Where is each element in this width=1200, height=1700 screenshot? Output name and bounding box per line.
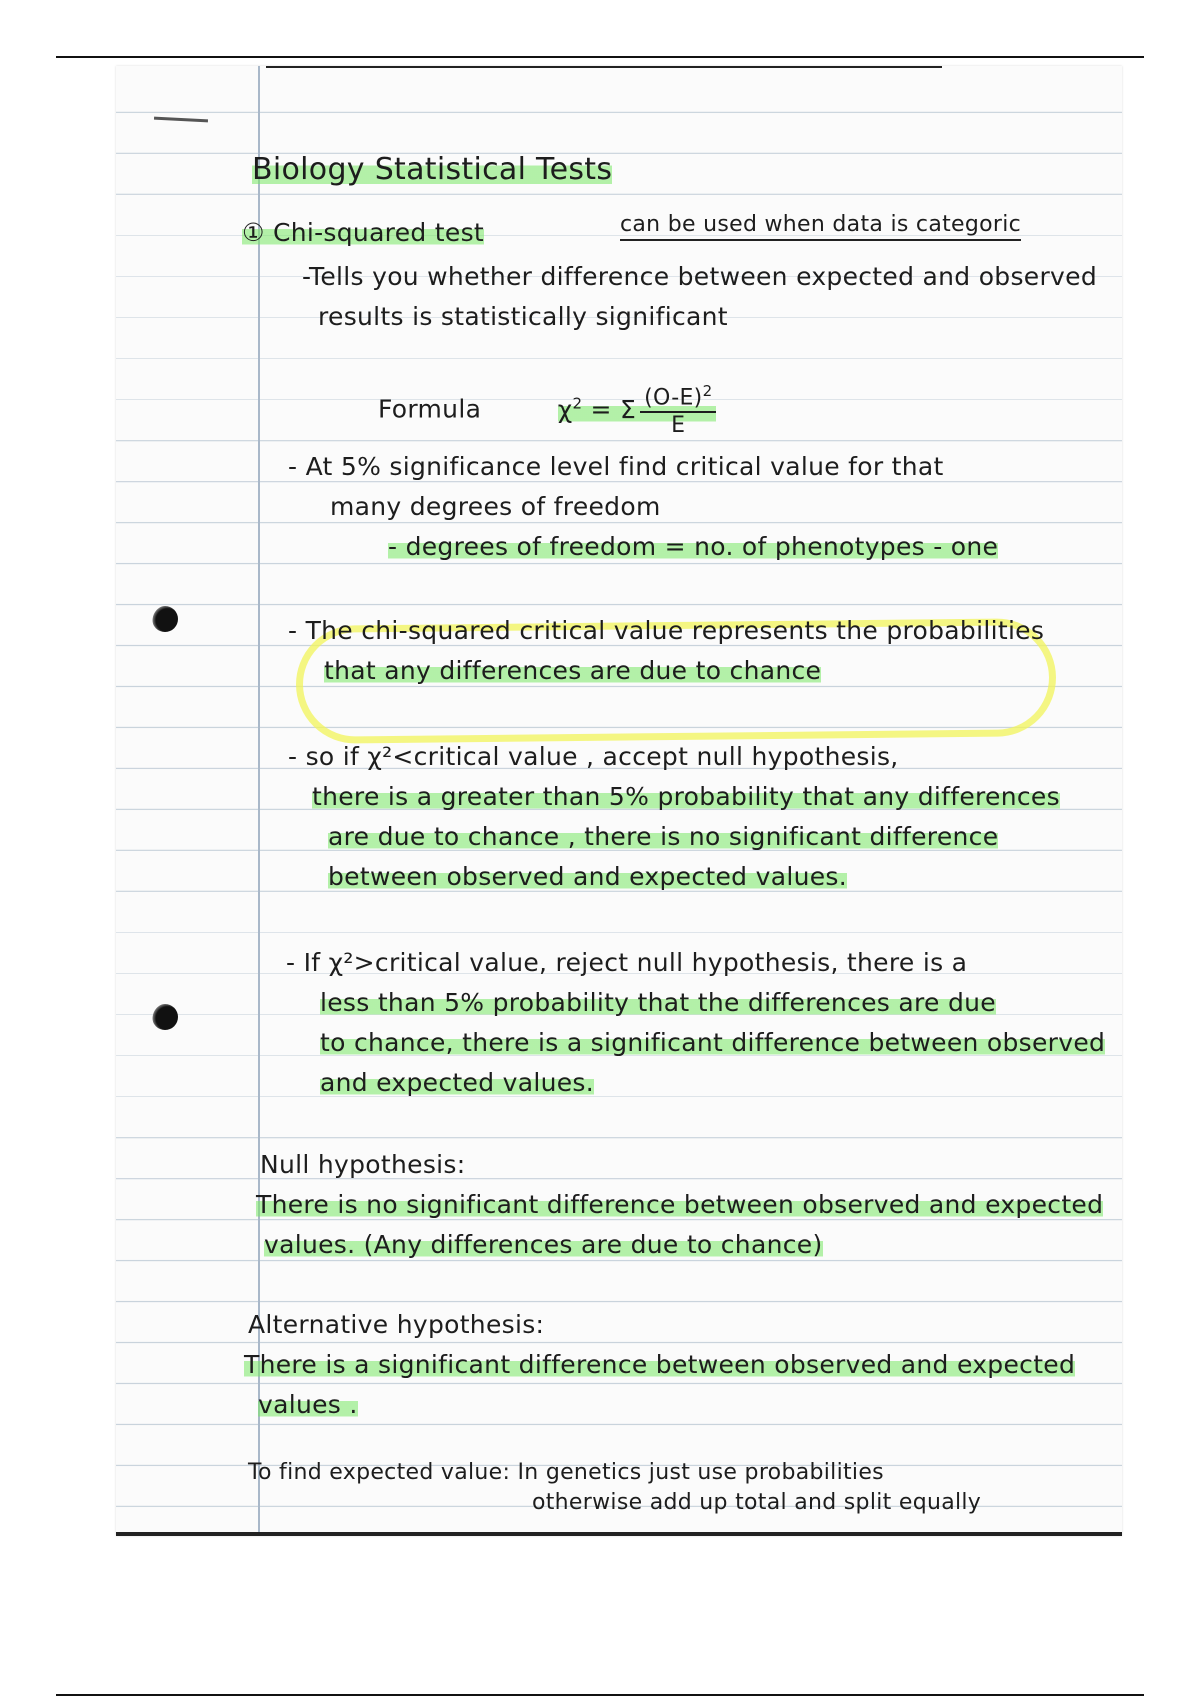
chi-line-4: many degrees of freedom xyxy=(330,492,661,521)
chi-note: can be used when data is categoric xyxy=(620,212,1021,241)
page-title: Biology Statistical Tests xyxy=(252,152,613,187)
chi-line-15: and expected values. xyxy=(320,1068,594,1097)
chi-line-14: to chance, there is a significant difference between observed xyxy=(320,1028,1106,1057)
chi-line-11: between observed and expected values. xyxy=(328,862,847,891)
alt-line-2: values . xyxy=(258,1390,358,1419)
alt-line-1: There is a significant difference between observed and expected xyxy=(244,1350,1076,1379)
chi-line-9: there is a greater than 5% probability that any differences xyxy=(312,782,1060,811)
formula-label: Formula xyxy=(378,394,482,424)
chi-line-6: - The chi-squared critical value represents the probabilities xyxy=(288,616,1045,645)
chi-line-7: that any differences are due to chance xyxy=(324,656,822,685)
page-top-edge xyxy=(266,66,942,68)
chi-line-12: - If χ²>critical value, reject null hypothesis, there is a xyxy=(286,948,968,977)
formula xyxy=(378,384,716,437)
chi-line-3: - At 5% significance level find critical value for that xyxy=(288,452,944,481)
chi-line-8: - so if χ²<critical value , accept null hypothesis, xyxy=(288,742,899,771)
chi-line-10: are due to chance , there is no significant difference xyxy=(328,822,999,851)
formula-expression: $\chi^2 = \Sigma$ $\frac{(O-E)^2}{E}$ xyxy=(558,395,717,424)
chi-line-2: results is statistically significant xyxy=(318,302,728,331)
punch-hole xyxy=(152,1004,178,1030)
null-line-1: There is no significant difference between observed and expected xyxy=(256,1190,1104,1219)
notebook-page xyxy=(116,66,1122,1536)
punch-hole xyxy=(152,606,178,632)
null-line-2: values. (Any differences are due to chance) xyxy=(264,1230,823,1259)
alt-heading: Alternative hypothesis: xyxy=(248,1310,545,1339)
chi-line-1: -Tells you whether difference between expected and observed xyxy=(302,262,1097,291)
null-heading: Null hypothesis: xyxy=(260,1150,466,1179)
chi-heading: ① Chi-squared test xyxy=(242,218,485,247)
expected-line-2: otherwise add up total and split equally xyxy=(532,1490,982,1515)
page-bottom-edge xyxy=(116,1532,1122,1536)
bottom-rule xyxy=(56,1694,1144,1696)
corner-dash xyxy=(154,117,208,123)
chi-line-13: less than 5% probability that the differences are due xyxy=(320,988,996,1017)
top-rule xyxy=(56,56,1144,58)
chi-line-5: - degrees of freedom = no. of phenotypes - one xyxy=(388,532,999,561)
expected-line-1: To find expected value: In genetics just use probabilities xyxy=(248,1460,884,1485)
